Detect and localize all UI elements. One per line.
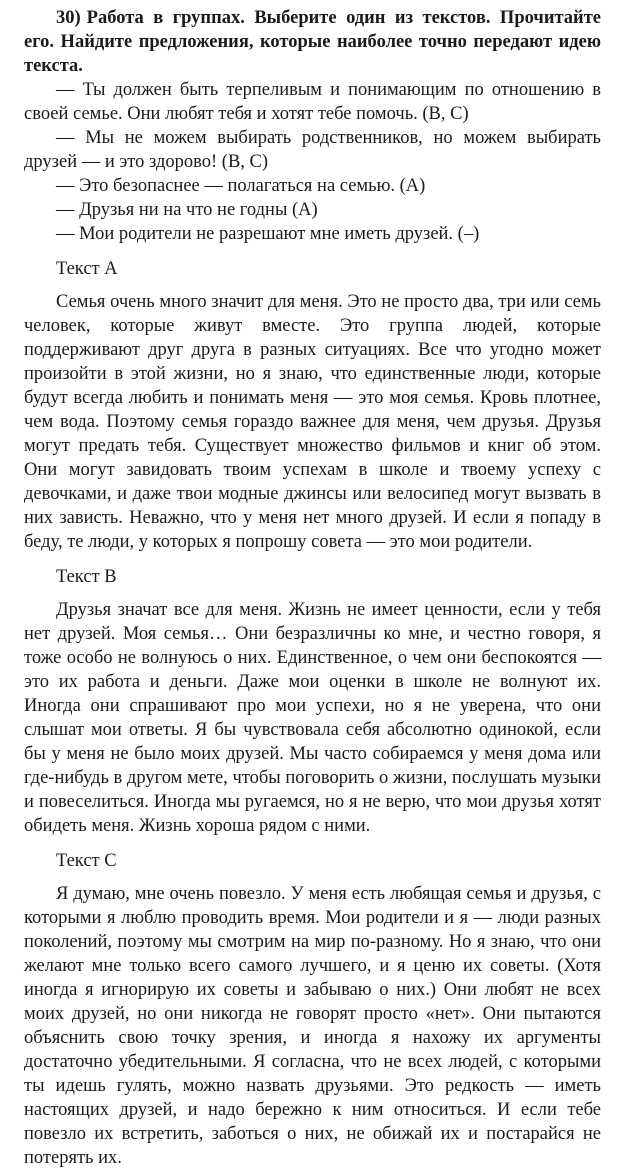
statement-line: — Друзья ни на что не годны (A) [56,200,318,220]
section-heading-a: Текст A [56,259,118,279]
text-section-a [24,257,601,554]
task-number: 30) [56,8,81,28]
task-instruction-text: Работа в группах. Выберите один из текстов. Прочитайте его. Найдите предложения, которые наиболее точно передают идею текста. [24,8,601,76]
statements-list [24,78,601,246]
statement-line: — Это безопаснее — полагаться на семью. (A) [56,176,426,196]
section-body-c: Я думаю, мне очень повезло. У меня есть любящая семья и друзья, с которыми я люблю проводить время. Мои родители и я — люди разных поколений, поэтому мы смотрим на мир по-разному. Но я знаю, что они желают мне только всего самого лучшего, и я ценю их советы. (Хотя иногда я игнорирую их советы и забываю о них.) Они любят не всех моих друзей, но они никогда не говорят просто «нет». Они пытаются объяснить свою точку зрения, и иногда я нахожу их аргументы достаточно убедительными. Я согласна, что не всех людей, с которыми ты идешь гулять, можно назвать друзьями. Это редкость — иметь настоящих друзей, и надо бережно к ним относиться. И если тебе повезло их встретить, заботься о них, не обижай их и постарайся не потерять их. [24,884,601,1168]
section-body-b: Друзья значат все для меня. Жизнь не имеет ценности, если у тебя нет друзей. Моя семья… Они безразличны ко мне, и честно говоря, я тоже особо не волнуюсь о них. Единственное, о чем они беспокоятся — это их работа и деньги. Даже мои оценки в школе не волнуют их. Иногда они спрашивают про мои успехи, но я не уверена, что они слышат мои ответы. Я бы чувствовала себя абсолютно одинокой, если бы у меня не было моих друзей. Мы часто собираемся у меня дома или где-нибудь в другом мете, чтобы поговорить о жизни, послушать музыки и повеселиться. Иногда мы ругаемся, но я не верю, что мои друзья хотят обидеть меня. Жизнь хороша рядом с ними. [24,600,601,836]
section-heading-b: Текст B [56,567,117,587]
statement-line: — Мы не можем выбирать родственников, но можем выбирать друзей — и это здорово! (B, C) [24,128,601,172]
statement-line: — Мои родители не разрешают мне иметь друзей. (–) [56,224,480,244]
task-instruction [24,6,601,78]
statement-line: — Ты должен быть терпеливым и понимающим по отношению в своей семье. Они любят тебя и хотят тебе помочь. (B, C) [24,80,601,124]
text-section-c [24,849,601,1170]
section-body-a: Семья очень много значит для меня. Это не просто два, три или семь человек, которые живут вместе. Это группа людей, которые поддерживают друг друга в разных ситуациях. Все что угодно может произойти в этой жизни, но я знаю, что единственные люди, которые будут всегда любить и понимать меня — это моя семья. Кровь плотнее, чем вода. Поэтому семья гораздо важнее для меня, чем друзья. Друзья могут предать тебя. Существует множество фильмов и книг об этом. Они могут завидовать твоим успехам в школе и твоему успеху с девочками, и даже твои модные джинсы или велосипед могут вызвать в них зависть. Неважно, что у меня нет много друзей. И если я попаду в беду, те люди, у которых я попрошу совета — это мои родители. [24,292,601,552]
text-section-b [24,565,601,838]
section-heading-c: Текст C [56,851,117,871]
